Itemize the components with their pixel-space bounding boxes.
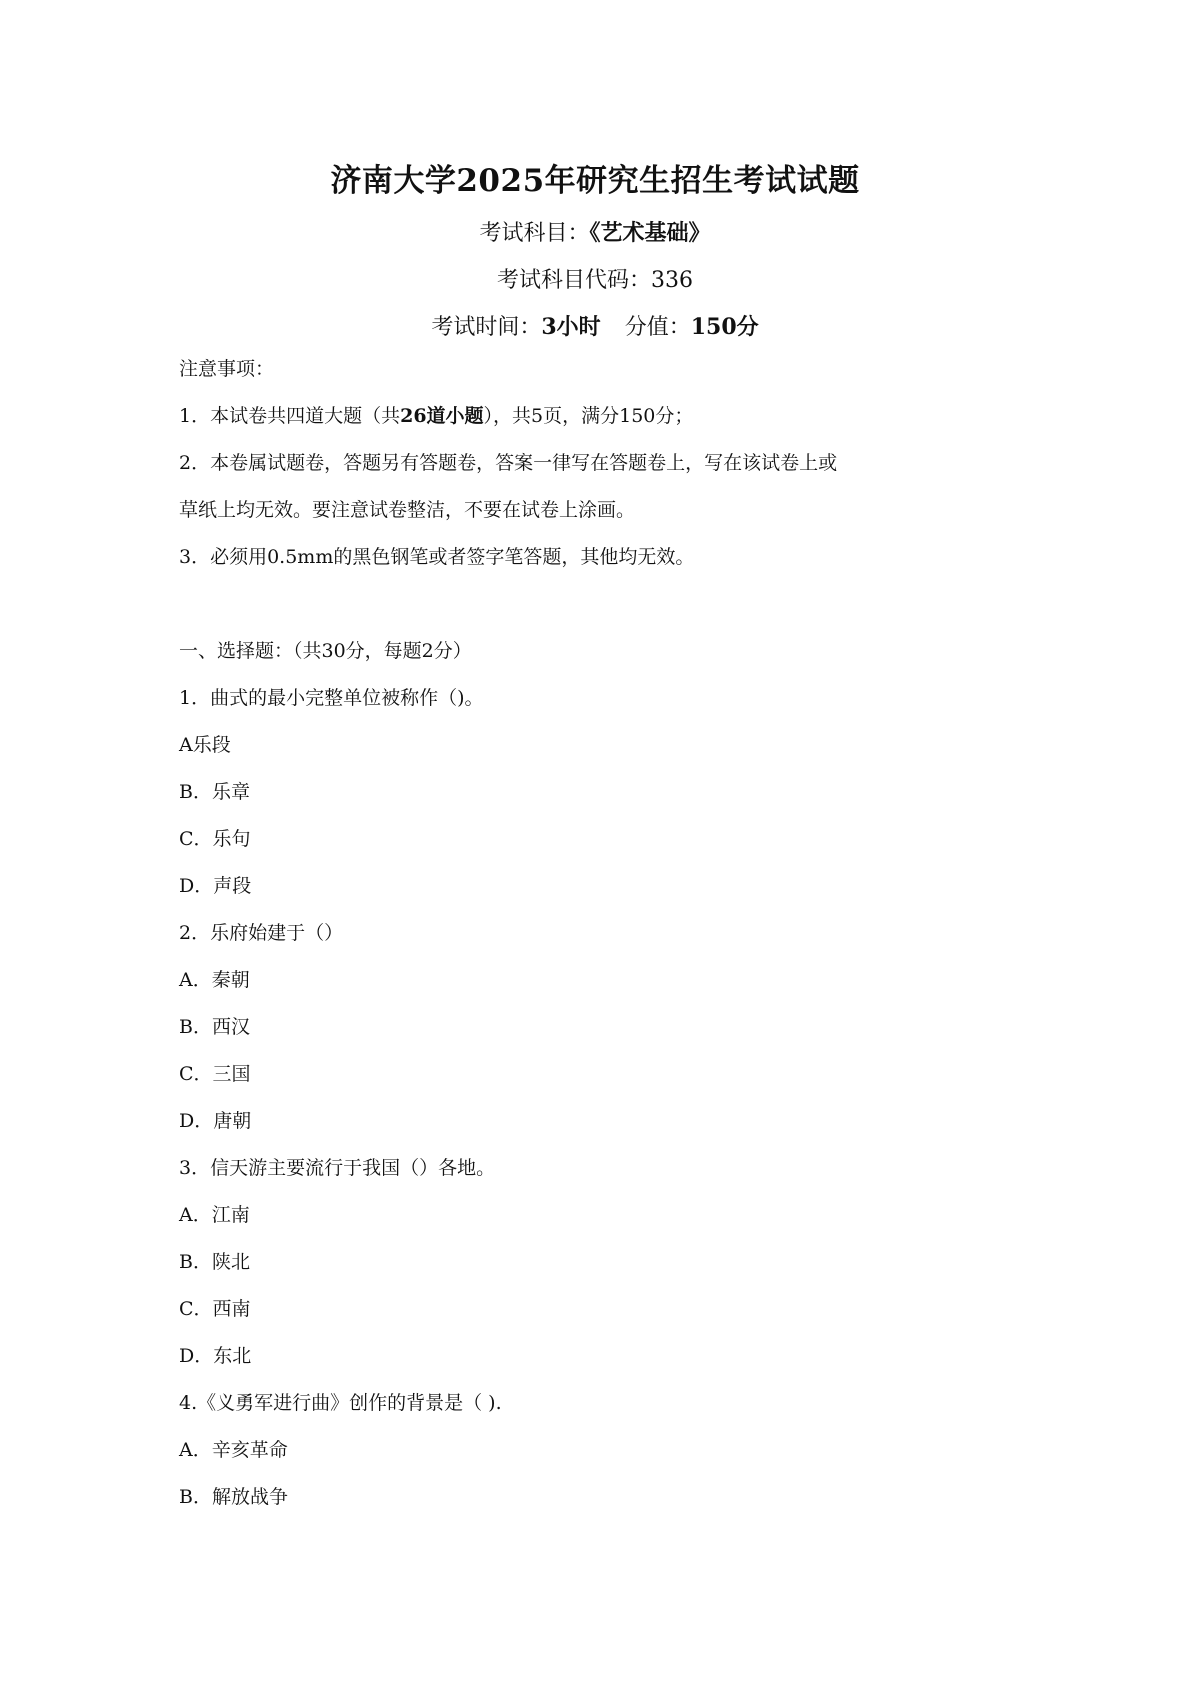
question-1-option-a: A乐段 (179, 734, 231, 756)
exam-time-score (0, 310, 1190, 341)
note-2-line-2: 草纸上均无效。要注意试卷整洁，不要在试卷上涂画。 (179, 499, 636, 521)
question-3-option-b: B．陕北 (179, 1251, 250, 1273)
question-3-option-c: C．西南 (179, 1298, 251, 1320)
question-1-option-c: C．乐句 (179, 828, 251, 850)
note-1 (179, 403, 693, 429)
note-1-pre: 1．本试卷共四道大题（共 (179, 405, 401, 427)
question-2-option-a: A．秦朝 (179, 969, 250, 991)
question-2-option-d: D．唐朝 (179, 1110, 252, 1132)
section-1-heading: 一、选择题：（共30分，每题2分） (179, 640, 472, 662)
question-3-option-d: D．东北 (179, 1345, 252, 1367)
exam-subject-code (0, 263, 1190, 294)
question-1-option-b: B．乐章 (179, 781, 250, 803)
score-value: 150分 (690, 314, 759, 340)
question-3-stem: 3．信天游主要流行于我国（）各地。 (179, 1157, 496, 1179)
notes-heading: 注意事项： (179, 358, 275, 380)
question-2-option-c: C．三国 (179, 1063, 251, 1085)
question-4-option-b: B．解放战争 (179, 1486, 288, 1508)
time-value: 3小时 (541, 314, 601, 340)
note-1-post: ），共5页，满分150分； (483, 405, 694, 427)
subject-label: 考试科目： (479, 221, 590, 246)
note-3: 3．必须用0.5mm的黑色钢笔或者签字笔答题，其他均无效。 (179, 546, 695, 568)
question-2-stem: 2．乐府始建于（） (179, 922, 344, 944)
question-3-option-a: A．江南 (179, 1204, 250, 1226)
question-2-option-b: B．西汉 (179, 1016, 250, 1038)
subject-value: 《艺术基础》 (589, 220, 711, 246)
note-1-bold: 26道小题 (400, 405, 484, 427)
code-label: 考试科目代码： (496, 268, 651, 293)
exam-subject (0, 216, 1190, 247)
question-1-option-d: D．声段 (179, 875, 252, 897)
question-4-option-a: A．辛亥革命 (179, 1439, 288, 1461)
question-4-stem: 4.《义勇军进行曲》创作的背景是（ ). (179, 1392, 502, 1414)
time-label: 考试时间： (431, 315, 542, 340)
score-label: 分值： (624, 315, 691, 340)
question-1-stem: 1．曲式的最小完整单位被称作（)。 (179, 687, 484, 709)
code-value: 336 (651, 268, 693, 293)
exam-title: 济南大学2025年研究生招生考试试题 (330, 163, 860, 199)
note-2-line-1: 2．本卷属试题卷，答题另有答题卷，答案一律写在答题卷上，写在该试卷上或 (179, 452, 838, 474)
